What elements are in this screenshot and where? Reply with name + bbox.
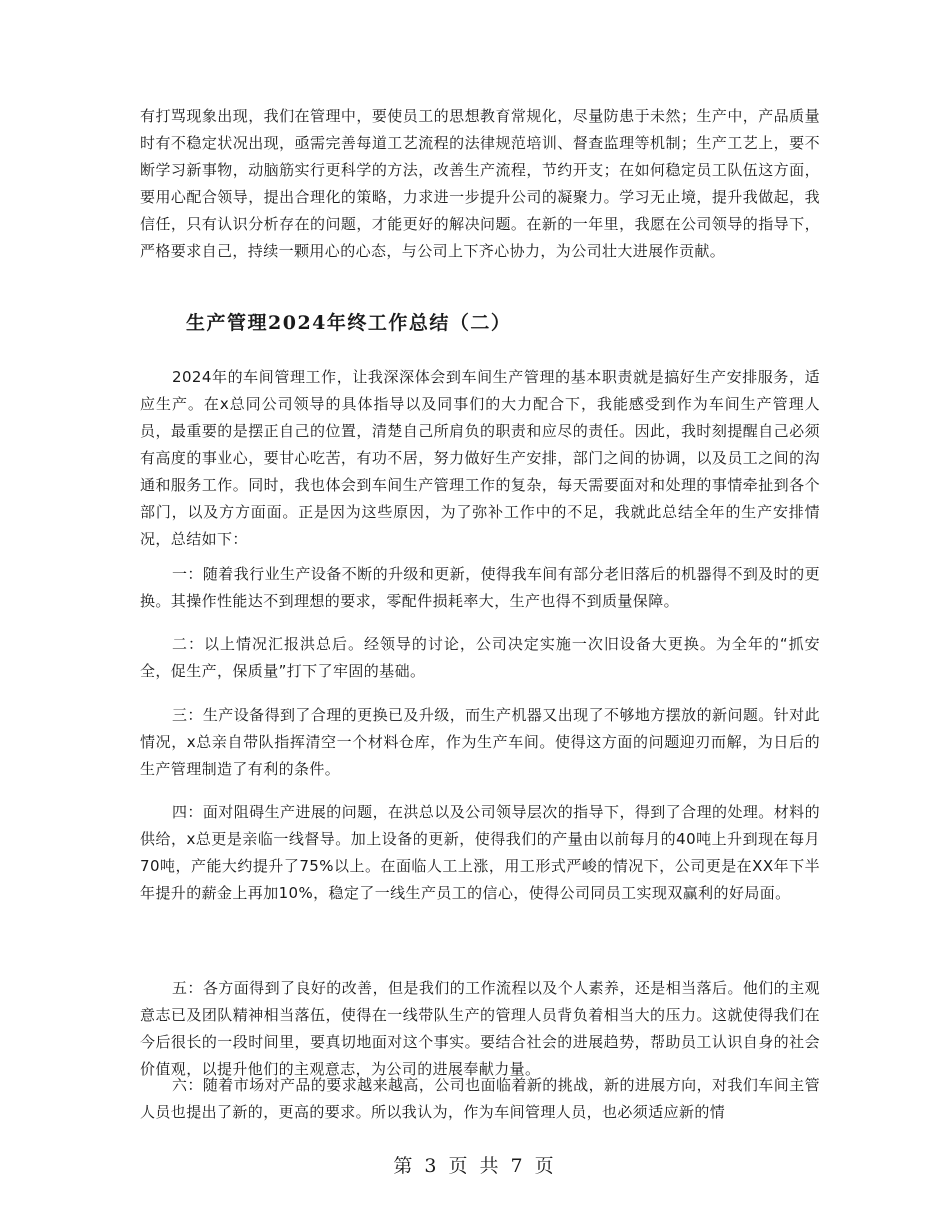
paragraph-item-4: 四：面对阻碍生产进展的问题，在洪总以及公司领导层次的指导下，得到了合理的处理。材料的供给，x总更是亲临一线督导。加上设备的更新，使得我们的产量由以前每月的40吨上升到现在每月70吨，产能大约提升了75%以上。在面临人工上涨，用工形式严峻的情况下，公司更是在XX年下半年提升的薪金上再加10%，稳定了一线生产员工的信心，使得公司同员工实现双赢利的好局面。 [140,803,820,902]
paragraph-item-6: 六：随着市场对产品的要求越来越高，公司也面临着新的挑战，新的进展方向，对我们车间主管人员也提出了新的，更高的要求。所以我认为，作为车间管理人员，也必须适应新的情 [140,1076,820,1121]
section-heading: 生产管理2024年终工作总结（二） [186,312,512,334]
paragraph-item-5: 五：各方面得到了良好的改善，但是我们的工作流程以及个人素养，还是相当落后。他们的主观意志已及团队精神相当落伍，使得在一线带队生产的管理人员背负着相当大的压力。这就使得我们在今后很长的一段时间里，要真切地面对这个事实。要结合社会的进展趋势，帮助员工认识自身的社会价值观，以提升他们的主观意志，为公司的进展奉献力量。 [140,979,820,1078]
page-footer: 第 3 页 共 7 页 [393,1155,557,1177]
paragraph-intro: 2024年的车间管理工作，让我深深体会到车间生产管理的基本职责就是搞好生产安排服务，适应生产。在x总同公司领导的具体指导以及同事们的大力配合下，我能感受到作为车间生产管理人员，最重要的是摆正自己的位置，清楚自己所肩负的职责和应尽的责任。因此，我时刻提醒自己必须有高度的事业心，要甘心吃苦，有功不居，努力做好生产安排，部门之间的协调，以及员工之间的沟通和服务工作。同时，我也体会到车间生产管理工作的复杂，每天需要面对和处理的事情牵扯到各个部门，以及方方面面。正是因为这些原因，为了弥补工作中的不足，我就此总结全年的生产安排情况，总结如下： [140,368,820,548]
paragraph-item-1: 一：随着我行业生产设备不断的升级和更新，使得我车间有部分老旧落后的机器得不到及时的更换。其操作性能达不到理想的要求，零配件损耗率大，生产也得不到质量保障。 [140,565,820,610]
paragraph-continued: 有打骂现象出现，我们在管理中，要使员工的思想教育常规化，尽量防患于未然；生产中，产品质量时有不稳定状况出现，亟需完善每道工艺流程的法律规范培训、督查监理等机制；生产工艺上，要不断学习新事物，动脑筋实行更科学的方法，改善生产流程，节约开支；在如何稳定员工队伍这方面，要用心配合领导，提出合理化的策略，力求进一步提升公司的凝聚力。学习无止境，提升我做起，我信任，只有认识分析存在的问题，才能更好的解决问题。在新的一年里，我愿在公司领导的指导下，严格要求自己，持续一颗用心的心态，与公司上下齐心协力，为公司壮大进展作贡献。 [140,107,820,260]
paragraph-item-2: 二：以上情况汇报洪总后。经领导的讨论，公司决定实施一次旧设备大更换。为全年的“抓安全，促生产，保质量”打下了牢固的基础。 [140,635,820,680]
paragraph-item-3: 三：生产设备得到了合理的更换已及升级，而生产机器又出现了不够地方摆放的新问题。针对此情况，x总亲自带队指挥清空一个材料仓库，作为生产车间。使得这方面的问题迎刃而解，为日后的生产管理制造了有利的条件。 [140,706,820,778]
